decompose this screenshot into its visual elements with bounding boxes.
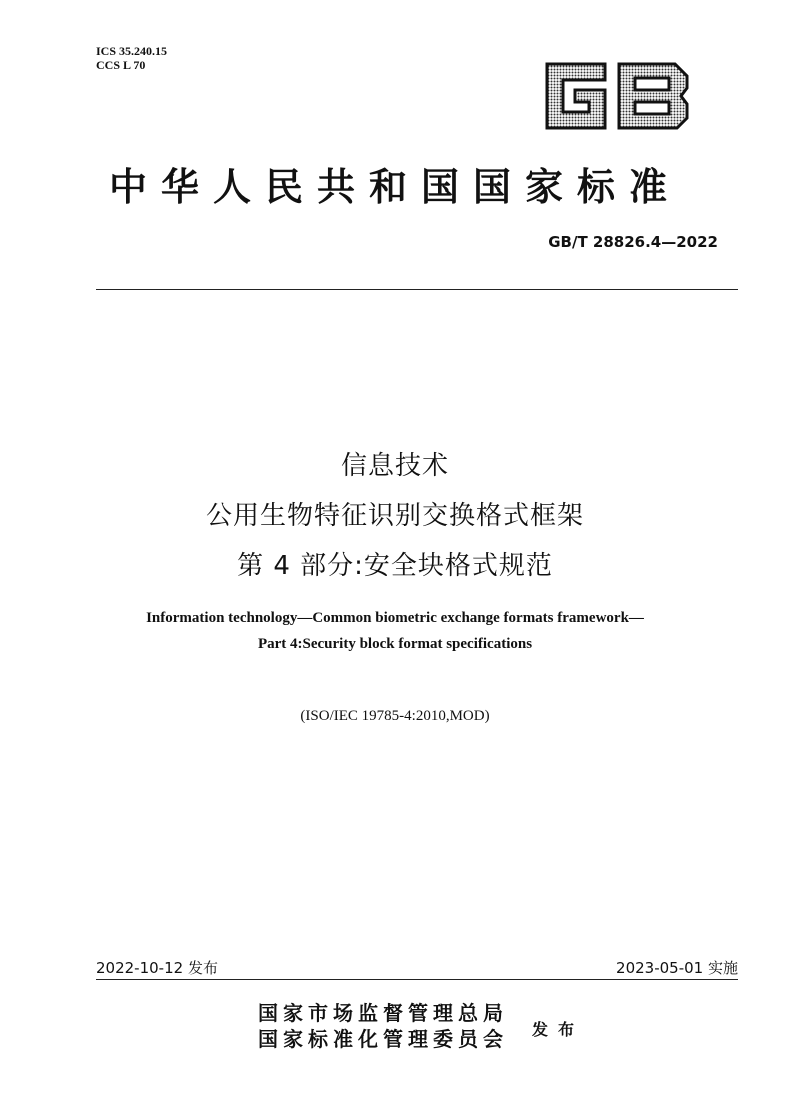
- title-cn-line1: 信息技术: [340, 451, 449, 481]
- issuer-samr: 国家市场监督管理总局: [258, 1003, 508, 1025]
- classification-codes: [96, 44, 167, 72]
- national-standard-title: 中华人民共和国国家标准: [108, 167, 681, 209]
- issuer-sac: 国家标准化管理委员会: [258, 1029, 508, 1051]
- issuing-authorities: [258, 1001, 508, 1053]
- international-equivalence: (ISO/IEC 19785-4:2010,MOD): [300, 708, 490, 724]
- implementation-date: 2023-05-01 实施: [616, 959, 738, 977]
- title-cn-line3: 第 4 部分:安全块格式规范: [237, 551, 553, 581]
- gb-logo: [535, 56, 695, 136]
- gb-logo-graphic: [535, 56, 695, 136]
- title-cn-line2: 公用生物特征识别交换格式框架: [205, 501, 584, 531]
- ics-code: ICS 35.240.15: [96, 44, 168, 58]
- issue-date: 2022-10-12 发布: [96, 959, 218, 977]
- ccs-code: CCS L 70: [96, 58, 146, 72]
- publish-label: 发布: [532, 1022, 585, 1039]
- title-en-line1: Information technology—Common biometric exchange formats framework—: [146, 610, 644, 626]
- footer-divider: [96, 979, 738, 980]
- title-en-line2: Part 4:Security block format specifications: [257, 636, 533, 652]
- standard-number: GB/T 28826.4—2022: [548, 233, 718, 251]
- header-divider: [96, 289, 738, 290]
